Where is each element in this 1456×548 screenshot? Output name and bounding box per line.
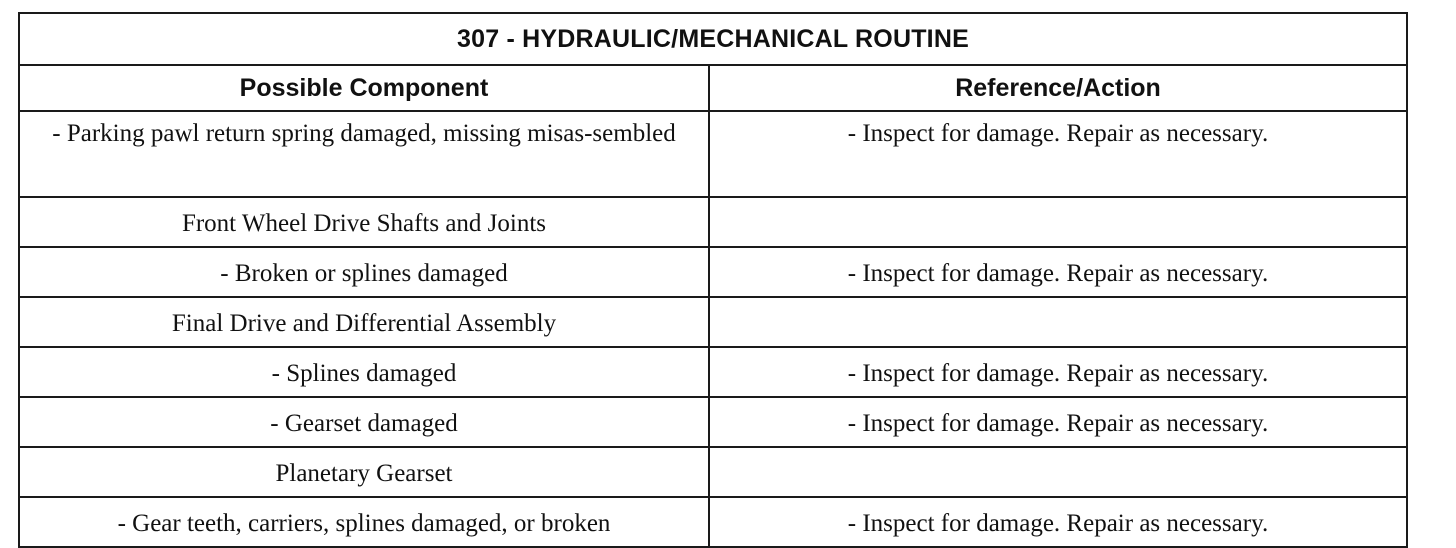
action-cell: [709, 397, 1407, 447]
action-text: [720, 448, 1396, 458]
component-cell: [19, 297, 709, 347]
component-text: Final Drive and Differential Assembly: [171, 310, 557, 337]
action-text: [720, 298, 1396, 308]
action-text: - Inspect for damage. Repair as necessary.: [847, 360, 1269, 387]
component-text: - Splines damaged: [271, 360, 457, 387]
table-row: [19, 111, 1407, 197]
header-possible-component: Possible Component: [19, 65, 709, 111]
action-cell: [709, 497, 1407, 547]
component-cell: [19, 397, 709, 447]
component-cell: [19, 247, 709, 297]
routine-table: [18, 12, 1408, 548]
action-cell: [709, 447, 1407, 497]
action-text: - Inspect for damage. Repair as necessary.: [847, 410, 1269, 437]
component-cell: [19, 347, 709, 397]
action-cell: [709, 111, 1407, 197]
component-text: Planetary Gearset: [275, 460, 453, 487]
table-row: [19, 397, 1407, 447]
header-reference-action: Reference/Action: [709, 65, 1407, 111]
action-cell: [709, 347, 1407, 397]
component-text: - Parking pawl return spring damaged, missing misas-sembled: [52, 120, 676, 147]
action-cell: [709, 197, 1407, 247]
header-row: [19, 65, 1407, 111]
component-text: - Gearset damaged: [270, 410, 458, 437]
action-cell: [709, 247, 1407, 297]
table-row: [19, 297, 1407, 347]
table-row: [19, 497, 1407, 547]
component-text: - Broken or splines damaged: [220, 260, 508, 287]
title-row: [19, 13, 1407, 65]
component-cell: [19, 111, 709, 197]
action-cell: [709, 297, 1407, 347]
table-title: 307 - HYDRAULIC/MECHANICAL ROUTINE: [19, 13, 1407, 65]
action-text: - Inspect for damage. Repair as necessary.: [847, 510, 1269, 537]
component-text: Front Wheel Drive Shafts and Joints: [181, 210, 547, 237]
action-text: [720, 198, 1396, 208]
table-row: [19, 247, 1407, 297]
action-text: - Inspect for damage. Repair as necessary.: [847, 120, 1269, 147]
table-row: [19, 347, 1407, 397]
component-cell: [19, 497, 709, 547]
action-text: - Inspect for damage. Repair as necessary.: [847, 260, 1269, 287]
component-cell: [19, 197, 709, 247]
table-row: [19, 197, 1407, 247]
component-cell: [19, 447, 709, 497]
component-text: - Gear teeth, carriers, splines damaged, or broken: [117, 510, 611, 537]
table-row: [19, 447, 1407, 497]
